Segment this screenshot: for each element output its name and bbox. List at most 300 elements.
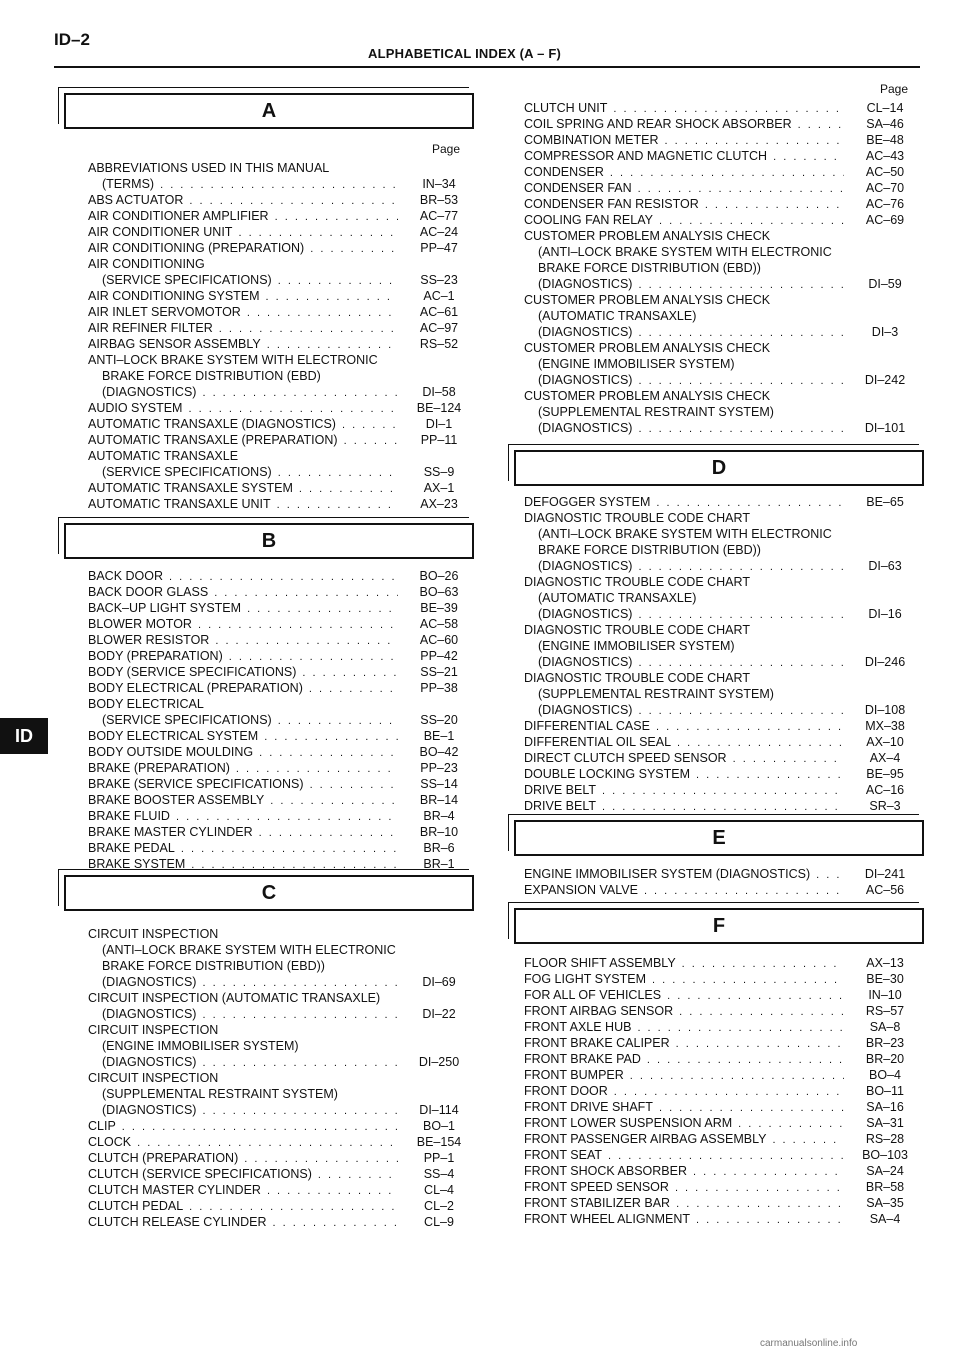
- entry-title: (AUTOMATIC TRANSAXLE): [538, 591, 697, 605]
- index-entry-line: [524, 494, 920, 511]
- index-entry-line: [88, 464, 474, 481]
- section-header-f: F: [514, 908, 924, 944]
- entry-page-ref[interactable]: PP–11: [420, 433, 458, 447]
- leader-dots: [630, 1068, 844, 1084]
- index-entry-line: [524, 718, 920, 735]
- leader-dots: [302, 665, 398, 681]
- entry-title: CIRCUIT INSPECTION (AUTOMATIC TRANSAXLE): [88, 991, 381, 1005]
- index-entry-line: [88, 256, 474, 272]
- entry-title: FRONT SPEED SENSOR: [524, 1180, 669, 1194]
- index-entry-line: [88, 384, 474, 401]
- leader-dots: [638, 181, 844, 197]
- entry-page-ref[interactable]: SS–9: [423, 465, 455, 479]
- leader-dots: [229, 649, 398, 665]
- leader-dots: [773, 149, 844, 165]
- entry-page-ref[interactable]: RS–52: [419, 337, 459, 351]
- index-entry-line: [524, 510, 920, 526]
- leader-dots: [738, 1116, 844, 1132]
- entry-title: BRAKE FORCE DISTRIBUTION (EBD)): [102, 959, 325, 973]
- entry-page-ref[interactable]: DI–114: [419, 1103, 459, 1117]
- leader-dots: [266, 289, 398, 305]
- entry-page-ref[interactable]: AC–16: [865, 783, 905, 797]
- entry-title: CUSTOMER PROBLEM ANALYSIS CHECK: [524, 341, 771, 355]
- entry-page-ref[interactable]: BR–6: [423, 841, 455, 855]
- index-entry-line: [88, 1134, 474, 1151]
- entry-title: EXPANSION VALVE: [524, 883, 638, 897]
- entry-title: FRONT WHEEL ALIGNMENT: [524, 1212, 690, 1226]
- index-entry-line: [88, 1198, 474, 1215]
- entry-title: DEFOGGER SYSTEM: [524, 495, 651, 509]
- entry-title: (SERVICE SPECIFICATIONS): [102, 465, 272, 479]
- leader-dots: [705, 197, 844, 213]
- leader-dots: [264, 729, 398, 745]
- entry-page-ref[interactable]: SA–4: [869, 1212, 901, 1226]
- entry-page-ref[interactable]: AC–61: [419, 305, 459, 319]
- index-entry-line: [524, 420, 920, 437]
- entry-page-ref[interactable]: BE–30: [866, 972, 904, 986]
- section-header-e: E: [514, 820, 924, 856]
- leader-dots: [659, 1100, 844, 1116]
- leader-dots: [267, 337, 398, 353]
- entry-page-ref[interactable]: SS–14: [420, 777, 458, 791]
- entry-page-ref[interactable]: AX–10: [866, 735, 904, 749]
- leader-dots: [602, 799, 844, 815]
- entry-page-ref[interactable]: PP–47: [420, 241, 458, 255]
- index-entry-line: [88, 942, 474, 958]
- entry-page-ref[interactable]: PP–38: [420, 681, 458, 695]
- entry-title: BODY ELECTRICAL (PREPARATION): [88, 681, 303, 695]
- entry-page-ref[interactable]: AX–13: [866, 956, 904, 970]
- entry-page-ref[interactable]: BR–10: [419, 825, 459, 839]
- entry-page-ref[interactable]: RS–57: [865, 1004, 905, 1018]
- entry-title: CLOCK: [88, 1135, 132, 1149]
- leader-dots: [189, 193, 398, 209]
- entry-page-ref[interactable]: BE–154: [416, 1135, 462, 1149]
- entry-page-ref[interactable]: AC–60: [419, 633, 459, 647]
- leader-dots: [310, 241, 398, 257]
- entry-page-ref[interactable]: IN–34: [422, 177, 456, 191]
- index-entry-line: [524, 590, 920, 606]
- entry-title: BRAKE (SERVICE SPECIFICATIONS): [88, 777, 304, 791]
- entry-page-ref[interactable]: BO–26: [419, 569, 459, 583]
- index-entry-line: [524, 1211, 920, 1228]
- entry-title: DIFFERENTIAL CASE: [524, 719, 650, 733]
- entry-page-ref[interactable]: BR–53: [419, 193, 459, 207]
- entry-page-ref[interactable]: BO–4: [869, 1068, 901, 1082]
- index-entry-line: [88, 400, 474, 417]
- index-entry-line: [524, 1195, 920, 1212]
- leader-dots: [160, 177, 398, 193]
- entry-title: BACK–UP LIGHT SYSTEM: [88, 601, 242, 615]
- index-entry-line: [88, 1070, 474, 1086]
- index-entry-line: [524, 324, 920, 341]
- entry-title: FRONT BRAKE PAD: [524, 1052, 641, 1066]
- entry-page-ref[interactable]: AX–23: [420, 497, 458, 511]
- entry-page-ref[interactable]: DI–63: [868, 559, 902, 573]
- entry-page-ref[interactable]: BE–124: [416, 401, 462, 415]
- index-entry-line: [88, 1006, 474, 1023]
- entry-title: (ANTI–LOCK BRAKE SYSTEM WITH ELECTRONIC: [102, 943, 396, 957]
- entry-page-ref[interactable]: AC–50: [865, 165, 905, 179]
- entry-page-ref[interactable]: SR–3: [869, 799, 901, 813]
- entry-page-ref[interactable]: BO–103: [862, 1148, 908, 1162]
- leader-dots: [693, 1164, 844, 1180]
- entry-page-ref[interactable]: DI–22: [422, 1007, 456, 1021]
- entry-title: CIRCUIT INSPECTION: [88, 1023, 219, 1037]
- entry-title: DRIVE BELT: [524, 799, 597, 813]
- entry-title: (DIAGNOSTICS): [538, 607, 633, 621]
- entry-title: (ANTI–LOCK BRAKE SYSTEM WITH ELECTRONIC: [538, 245, 832, 259]
- leader-dots: [342, 417, 398, 433]
- entry-page-ref[interactable]: BR–1: [423, 857, 455, 871]
- entry-page-ref[interactable]: AC–97: [419, 321, 459, 335]
- entry-page-ref[interactable]: BR–14: [419, 793, 459, 807]
- index-entry-line: [88, 480, 474, 497]
- leader-dots: [270, 793, 398, 809]
- section-header-b: B: [64, 523, 474, 559]
- index-entry-line: [524, 686, 920, 702]
- entry-page-ref[interactable]: DI–16: [868, 607, 902, 621]
- entry-title: BRAKE SYSTEM: [88, 857, 186, 871]
- entry-page-ref[interactable]: SS–4: [423, 1167, 455, 1181]
- index-entry-line: [524, 356, 920, 372]
- entry-title: DRIVE BELT: [524, 783, 597, 797]
- index-entry-line: [88, 1102, 474, 1119]
- entry-page-ref[interactable]: DI–108: [864, 703, 906, 717]
- entry-title: AUTOMATIC TRANSAXLE (PREPARATION): [88, 433, 338, 447]
- page-header-code: ID–2: [54, 30, 90, 49]
- entry-page-ref[interactable]: AC–56: [865, 883, 905, 897]
- entry-title: CLUTCH RELEASE CYLINDER: [88, 1215, 267, 1229]
- entry-title: (SUPPLEMENTAL RESTRAINT SYSTEM): [538, 687, 774, 701]
- leader-dots: [696, 1212, 844, 1228]
- entry-title: BODY OUTSIDE MOULDING: [88, 745, 254, 759]
- entry-page-ref[interactable]: BR–23: [865, 1036, 905, 1050]
- entry-title: (DIAGNOSTICS): [538, 655, 633, 669]
- index-entry-line: [88, 648, 474, 665]
- index-entry-line: [524, 180, 920, 197]
- leader-dots: [637, 1020, 844, 1036]
- section-tab-id[interactable]: ID: [0, 718, 48, 754]
- index-entry-line: [524, 164, 920, 181]
- index-entry-line: [524, 1019, 920, 1036]
- entry-title: (TERMS): [102, 177, 155, 191]
- leader-dots: [652, 972, 844, 988]
- entry-page-ref[interactable]: PP–42: [420, 649, 458, 663]
- leader-dots: [816, 867, 844, 883]
- leader-dots: [679, 1004, 844, 1020]
- index-entry-line: [88, 808, 474, 825]
- index-entry-line: [524, 782, 920, 799]
- index-entry-line: [524, 244, 920, 260]
- entry-page-ref[interactable]: SS–23: [420, 273, 458, 287]
- entry-title: CUSTOMER PROBLEM ANALYSIS CHECK: [524, 389, 771, 403]
- entry-title: DIRECT CLUTCH SPEED SENSOR: [524, 751, 727, 765]
- index-entry-line: [524, 750, 920, 767]
- leader-dots: [656, 719, 844, 735]
- leader-dots: [644, 883, 844, 899]
- entry-page-ref[interactable]: DI–250: [418, 1055, 460, 1069]
- index-entry-line: [524, 1067, 920, 1084]
- entry-page-ref[interactable]: CL–4: [424, 1183, 454, 1197]
- entry-title: DIAGNOSTIC TROUBLE CODE CHART: [524, 671, 750, 685]
- leader-dots: [247, 305, 398, 321]
- entry-title: BODY ELECTRICAL SYSTEM: [88, 729, 259, 743]
- entry-page-ref[interactable]: AC–1: [423, 289, 455, 303]
- leader-dots: [181, 841, 398, 857]
- index-entry-line: [88, 1150, 474, 1167]
- entry-page-ref[interactable]: SA–8: [869, 1020, 901, 1034]
- leader-dots: [602, 783, 844, 799]
- leader-dots: [273, 1215, 398, 1231]
- index-entry-line: [524, 132, 920, 149]
- entry-page-ref[interactable]: CL–2: [424, 1199, 454, 1213]
- entry-title: AUDIO SYSTEM: [88, 401, 183, 415]
- leader-dots: [696, 767, 844, 783]
- leader-dots: [189, 1199, 398, 1215]
- entry-title: AIR CONDITIONING: [88, 257, 205, 271]
- entry-page-ref[interactable]: AX–4: [869, 751, 901, 765]
- entry-page-ref[interactable]: DI–242: [864, 373, 906, 387]
- entry-title: BACK DOOR GLASS: [88, 585, 209, 599]
- entry-page-ref[interactable]: DI–58: [422, 385, 456, 399]
- entry-title: (AUTOMATIC TRANSAXLE): [538, 309, 697, 323]
- entry-page-ref[interactable]: BR–58: [865, 1180, 905, 1194]
- entry-page-ref[interactable]: AC–43: [865, 149, 905, 163]
- entry-page-ref[interactable]: AC–58: [419, 617, 459, 631]
- entry-page-ref[interactable]: SS–21: [420, 665, 458, 679]
- entry-title: FRONT BRAKE CALIPER: [524, 1036, 670, 1050]
- entry-title: FOG LIGHT SYSTEM: [524, 972, 647, 986]
- entry-page-ref[interactable]: AC–77: [419, 209, 459, 223]
- entry-title: COOLING FAN RELAY: [524, 213, 653, 227]
- index-entry-line: [88, 990, 474, 1006]
- index-entry-line: [88, 584, 474, 601]
- entry-title: (ANTI–LOCK BRAKE SYSTEM WITH ELECTRONIC: [538, 527, 832, 541]
- entry-page-ref[interactable]: CL–9: [424, 1215, 454, 1229]
- entry-title: CLUTCH MASTER CYLINDER: [88, 1183, 261, 1197]
- entry-page-ref[interactable]: SA–35: [866, 1196, 904, 1210]
- index-entry-line: [88, 320, 474, 337]
- entry-title: BRAKE FLUID: [88, 809, 170, 823]
- entry-page-ref[interactable]: DI–69: [422, 975, 456, 989]
- leader-dots: [638, 655, 844, 671]
- leader-dots: [267, 1183, 398, 1199]
- section-header-c: C: [64, 875, 474, 911]
- entry-page-ref[interactable]: SA–24: [866, 1164, 904, 1178]
- index-entry-line: [88, 176, 474, 193]
- entry-page-ref[interactable]: SS–20: [420, 713, 458, 727]
- entry-page-ref[interactable]: BO–1: [423, 1119, 455, 1133]
- leader-dots: [647, 1052, 844, 1068]
- entry-page-ref[interactable]: DI–59: [868, 277, 902, 291]
- index-entry-line: [88, 664, 474, 681]
- index-entry-line: [524, 1051, 920, 1068]
- entry-title: FRONT BUMPER: [524, 1068, 624, 1082]
- index-entry-line: [524, 526, 920, 542]
- entry-title: BRAKE BOOSTER ASSEMBLY: [88, 793, 265, 807]
- section-header-a: A: [64, 93, 474, 129]
- index-entry-line: [88, 958, 474, 974]
- index-entry-line: [88, 1086, 474, 1102]
- leader-dots: [610, 165, 844, 181]
- index-entry-line: [524, 798, 920, 815]
- entry-title: (DIAGNOSTICS): [102, 1007, 197, 1021]
- index-entry-line: [524, 404, 920, 420]
- entry-page-ref[interactable]: DI–101: [864, 421, 906, 435]
- entry-page-ref[interactable]: AX–1: [423, 481, 455, 495]
- entry-page-ref[interactable]: MX–38: [865, 719, 905, 733]
- leader-dots: [202, 385, 398, 401]
- leader-dots: [638, 559, 844, 575]
- entry-page-ref[interactable]: BE–39: [420, 601, 458, 615]
- entry-page-ref[interactable]: AC–70: [865, 181, 905, 195]
- leader-dots: [682, 956, 844, 972]
- index-entry-line: [524, 340, 920, 356]
- entry-title: BODY (PREPARATION): [88, 649, 223, 663]
- leader-dots: [677, 735, 844, 751]
- entry-title: (SUPPLEMENTAL RESTRAINT SYSTEM): [538, 405, 774, 419]
- entry-title: FRONT AXLE HUB: [524, 1020, 632, 1034]
- entry-page-ref[interactable]: AC–24: [419, 225, 459, 239]
- leader-dots: [137, 1135, 398, 1151]
- index-entry-line: [524, 702, 920, 719]
- index-entry-line: [88, 760, 474, 777]
- leader-dots: [665, 133, 845, 149]
- entry-page-ref[interactable]: IN–10: [868, 988, 902, 1002]
- entry-page-ref[interactable]: AC–76: [865, 197, 905, 211]
- leader-dots: [659, 213, 844, 229]
- leader-dots: [733, 751, 844, 767]
- entry-title: CLUTCH PEDAL: [88, 1199, 184, 1213]
- leader-dots: [214, 585, 398, 601]
- leader-dots: [202, 1103, 398, 1119]
- entry-title: ABBREVIATIONS USED IN THIS MANUAL: [88, 161, 330, 175]
- entry-title: FRONT DOOR: [524, 1084, 608, 1098]
- entry-title: AIR CONDITIONER UNIT: [88, 225, 233, 239]
- entry-title: CLUTCH (PREPARATION): [88, 1151, 239, 1165]
- entry-title: AIR REFINER FILTER: [88, 321, 213, 335]
- entry-title: CONDENSER: [524, 165, 604, 179]
- index-entry-line: [88, 696, 474, 712]
- entry-page-ref[interactable]: DI–246: [864, 655, 906, 669]
- entry-title: (SERVICE SPECIFICATIONS): [102, 273, 272, 287]
- index-entry-line: [88, 840, 474, 857]
- index-entry-line: [88, 240, 474, 257]
- entry-title: AIRBAG SENSOR ASSEMBLY: [88, 337, 261, 351]
- entry-title: BRAKE PEDAL: [88, 841, 175, 855]
- leader-dots: [675, 1180, 844, 1196]
- entry-title: DIAGNOSTIC TROUBLE CODE CHART: [524, 623, 750, 637]
- index-entry-line: [524, 622, 920, 638]
- leader-dots: [638, 421, 844, 437]
- entry-title: CLUTCH (SERVICE SPECIFICATIONS): [88, 1167, 312, 1181]
- index-entry-line: [88, 432, 474, 449]
- entry-page-ref[interactable]: BO–63: [419, 585, 459, 599]
- leader-dots: [613, 101, 844, 117]
- entry-page-ref[interactable]: DI–3: [871, 325, 899, 339]
- leader-dots: [638, 373, 844, 389]
- index-entry-line: [88, 1038, 474, 1054]
- entry-title: (ENGINE IMMOBILISER SYSTEM): [538, 357, 735, 371]
- index-entry-line: [88, 1118, 474, 1135]
- index-entry-line: [524, 670, 920, 686]
- index-entry-line: [88, 1214, 474, 1231]
- index-entry-line: [524, 116, 920, 133]
- entry-title: (DIAGNOSTICS): [538, 277, 633, 291]
- entry-page-ref[interactable]: DI–1: [425, 417, 453, 431]
- entry-page-ref[interactable]: BR–4: [423, 809, 455, 823]
- leader-dots: [798, 117, 844, 133]
- index-entry-line: [88, 224, 474, 241]
- entry-page-ref[interactable]: BE–65: [866, 495, 904, 509]
- leader-dots: [310, 777, 398, 793]
- entry-page-ref[interactable]: SA–16: [866, 1100, 904, 1114]
- index-entry-line: [524, 1035, 920, 1052]
- entry-title: (SUPPLEMENTAL RESTRAINT SYSTEM): [102, 1087, 338, 1101]
- leader-dots: [277, 497, 398, 513]
- entry-title: ABS ACTUATOR: [88, 193, 184, 207]
- index-entry-line: [88, 744, 474, 761]
- entry-page-ref[interactable]: CL–14: [866, 101, 904, 115]
- index-entry-line: [524, 1099, 920, 1116]
- index-entry-line: [524, 196, 920, 213]
- entry-title: (ENGINE IMMOBILISER SYSTEM): [538, 639, 735, 653]
- entry-title: FLOOR SHIFT ASSEMBLY: [524, 956, 676, 970]
- index-entry-line: [524, 260, 920, 276]
- entry-page-ref[interactable]: BO–11: [866, 1084, 904, 1098]
- leader-dots: [299, 481, 398, 497]
- index-entry-line: [88, 416, 474, 433]
- index-entry-line: [88, 368, 474, 384]
- entry-page-ref[interactable]: DI–241: [864, 867, 906, 881]
- index-entry-line: [88, 160, 474, 176]
- leader-dots: [309, 681, 398, 697]
- index-entry-line: [524, 955, 920, 972]
- leader-dots: [244, 1151, 398, 1167]
- entry-page-ref[interactable]: PP–23: [420, 761, 458, 775]
- leader-dots: [278, 273, 398, 289]
- entry-title: AUTOMATIC TRANSAXLE SYSTEM: [88, 481, 293, 495]
- leader-dots: [259, 745, 398, 761]
- entry-page-ref[interactable]: PP–1: [423, 1151, 455, 1165]
- entry-page-ref[interactable]: BE–95: [866, 767, 904, 781]
- entry-title: CIRCUIT INSPECTION: [88, 1071, 219, 1085]
- entry-page-ref[interactable]: AC–69: [865, 213, 905, 227]
- index-entry-line: [88, 824, 474, 841]
- entry-page-ref[interactable]: BR–20: [865, 1052, 905, 1066]
- index-entry-line: [524, 1115, 920, 1132]
- index-entry-line: [524, 542, 920, 558]
- entry-page-ref[interactable]: BE–1: [423, 729, 455, 743]
- leader-dots: [318, 1167, 398, 1183]
- entry-page-ref[interactable]: BO–42: [419, 745, 459, 759]
- entry-title: (DIAGNOSTICS): [538, 325, 633, 339]
- index-entry-line: [88, 496, 474, 513]
- entry-page-ref[interactable]: BE–48: [866, 133, 904, 147]
- leader-dots: [676, 1196, 844, 1212]
- entry-title: BODY (SERVICE SPECIFICATIONS): [88, 665, 297, 679]
- entry-page-ref[interactable]: SA–31: [866, 1116, 904, 1130]
- entry-page-ref[interactable]: RS–28: [865, 1132, 905, 1146]
- entry-title: DIAGNOSTIC TROUBLE CODE CHART: [524, 575, 750, 589]
- index-entry-line: [524, 228, 920, 244]
- entry-title: FRONT STABILIZER BAR: [524, 1196, 671, 1210]
- index-entry-line: [88, 1182, 474, 1199]
- index-entry-line: [524, 1131, 920, 1148]
- entry-title: (DIAGNOSTICS): [102, 975, 197, 989]
- entry-page-ref[interactable]: SA–46: [866, 117, 904, 131]
